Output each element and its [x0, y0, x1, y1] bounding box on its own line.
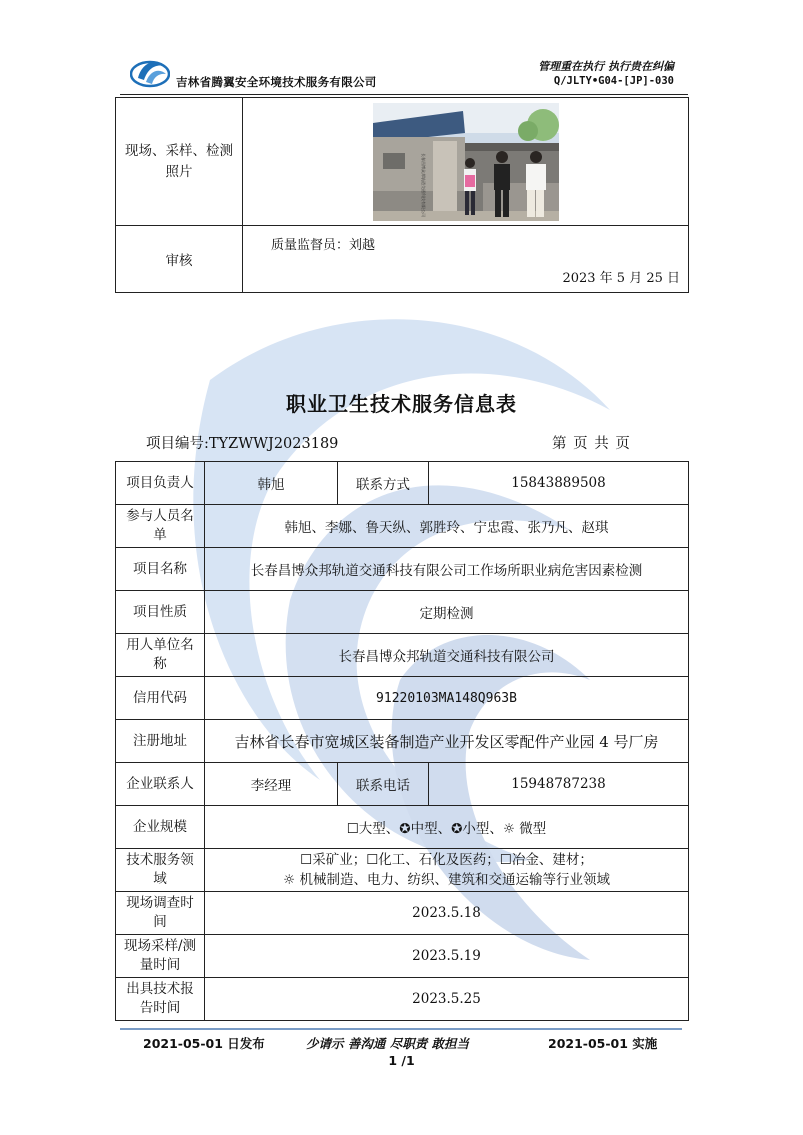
project-nature-value: 定期检测 [205, 591, 689, 634]
credit-code-value: 91220103MA148Q963B [205, 677, 689, 720]
scale-value: ☐大型、✪中型、✪小型、☼ 微型 [205, 806, 689, 849]
service-field-line-2: ☼ 机械制造、电力、纺织、建筑和交通运输等行业领域 [283, 872, 610, 888]
project-name-value: 长春昌博众邦轨道交通科技有限公司工作场所职业病危害因素检测 [205, 548, 689, 591]
service-field-label: 技术服务领域 [116, 849, 205, 892]
review-label: 审核 [116, 226, 243, 293]
employer-label: 用人单位名称 [116, 634, 205, 677]
leader-label: 项目负责人 [116, 462, 205, 505]
service-field-value [205, 849, 689, 892]
site-photo [373, 103, 559, 221]
address-value: 吉林省长春市宽城区装备制造产业开发区零配件产业园 4 号厂房 [205, 720, 689, 763]
form-title: 职业卫生技术服务信息表 [286, 392, 517, 416]
company-name: 吉林省腾翼安全环境技术服务有限公司 [176, 75, 377, 89]
page-header [120, 50, 690, 94]
project-number: 项目编号:TYZWWJ2023189 [146, 436, 339, 452]
issue-date: 2021-05-01 日发布 [143, 1036, 265, 1051]
review-date: 2023 年 5 月 25 日 [562, 271, 680, 286]
address-label: 注册地址 [116, 720, 205, 763]
qa-supervisor: 质量监督员：刘越 [271, 238, 376, 253]
leader-value: 韩旭 [205, 462, 338, 505]
page-count: 第 页 共 页 [552, 436, 631, 452]
phone-label: 联系电话 [338, 763, 429, 806]
enterprise-contact-value: 李经理 [205, 763, 338, 806]
sampling-time-value: 2023.5.19 [205, 935, 689, 978]
header-rule [120, 94, 688, 95]
contact-value: 15843889508 [429, 462, 689, 505]
credit-code-label: 信用代码 [116, 677, 205, 720]
members-label: 参与人员名单 [116, 505, 205, 548]
page-number: 1 /1 [388, 1053, 415, 1068]
document-number: Q/JLTY•G04-[JP]-030 [553, 75, 674, 87]
footer-rule [120, 1028, 682, 1030]
enterprise-contact-label: 企业联系人 [116, 763, 205, 806]
report-time-label: 出具技术报告时间 [116, 978, 205, 1021]
photo-cell [243, 98, 689, 226]
management-motto: 管理重在执行 执行贵在纠偏 [538, 60, 674, 73]
survey-time-label: 现场调查时间 [116, 892, 205, 935]
effective-date: 2021-05-01 实施 [548, 1036, 658, 1051]
sampling-time-label: 现场采样/测量时间 [116, 935, 205, 978]
contact-label: 联系方式 [338, 462, 429, 505]
phone-value: 15948787238 [429, 763, 689, 806]
info-table [115, 461, 689, 1021]
review-table [115, 97, 689, 293]
service-field-line-1: ☐采矿业；☐化工、石化及医药；☐冶金、建材； [300, 851, 593, 868]
review-cell [243, 226, 689, 293]
survey-time-value: 2023.5.18 [205, 892, 689, 935]
scale-label: 企业规模 [116, 806, 205, 849]
photo-label: 现场、采样、检测照片 [116, 98, 243, 226]
logo-icon [130, 56, 170, 88]
report-time-value: 2023.5.25 [205, 978, 689, 1021]
footer-slogan: 少请示 善沟通 尽职责 敢担当 [306, 1036, 470, 1051]
project-nature-label: 项目性质 [116, 591, 205, 634]
members-value: 韩旭、李娜、鲁天纵、郭胜玲、宁忠霞、张乃凡、赵琪 [205, 505, 689, 548]
photo-sign-text: 长春昌博众邦轨道交通科技有限公司 [420, 152, 426, 217]
project-name-label: 项目名称 [116, 548, 205, 591]
employer-value: 长春昌博众邦轨道交通科技有限公司 [205, 634, 689, 677]
